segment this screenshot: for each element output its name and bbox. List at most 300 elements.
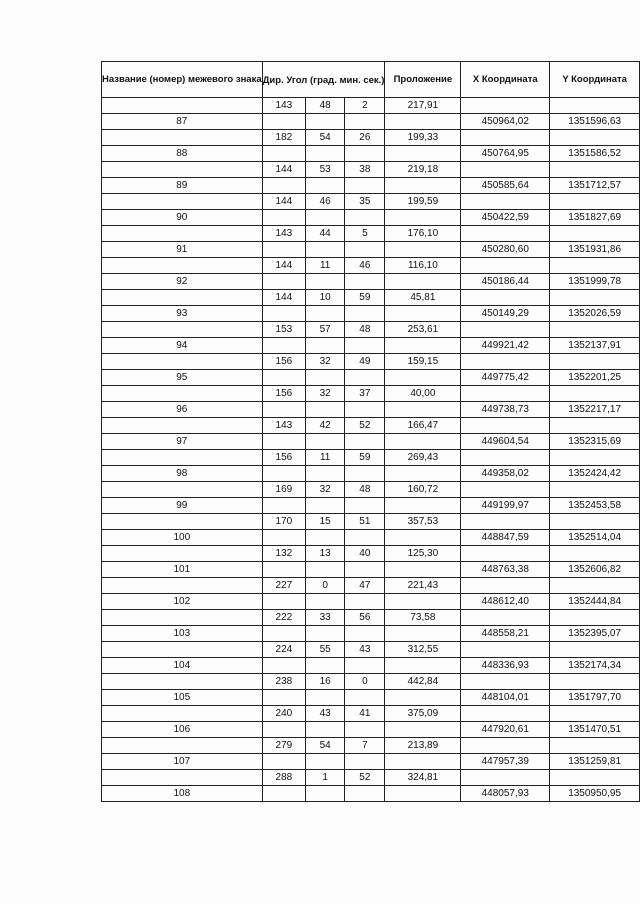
point-x-coordinate: 448336,93 bbox=[461, 658, 550, 674]
segment-mark-cell bbox=[102, 770, 263, 786]
point-angle-cell bbox=[345, 498, 385, 514]
header-length: Проложение bbox=[385, 62, 461, 98]
segment-row bbox=[102, 194, 640, 210]
segment-length: 199,59 bbox=[385, 194, 461, 210]
point-y-coordinate: 1351999,78 bbox=[550, 274, 640, 290]
point-angle-cell bbox=[306, 658, 345, 674]
angle-seconds: 48 bbox=[345, 482, 385, 498]
point-x-coordinate: 447957,39 bbox=[461, 754, 550, 770]
segment-x-cell bbox=[461, 130, 550, 146]
point-angle-cell bbox=[345, 210, 385, 226]
segment-row bbox=[102, 162, 640, 178]
angle-minutes: 54 bbox=[306, 738, 345, 754]
point-mark-name: 94 bbox=[102, 338, 263, 354]
point-angle-cell bbox=[345, 114, 385, 130]
segment-row bbox=[102, 322, 640, 338]
segment-mark-cell bbox=[102, 578, 263, 594]
segment-mark-cell bbox=[102, 546, 263, 562]
segment-y-cell bbox=[550, 194, 640, 210]
table-header-row bbox=[102, 62, 640, 98]
angle-minutes: 44 bbox=[306, 226, 345, 242]
point-y-coordinate: 1352137,91 bbox=[550, 338, 640, 354]
point-y-coordinate: 1352201,25 bbox=[550, 370, 640, 386]
point-x-coordinate: 448612,40 bbox=[461, 594, 550, 610]
point-angle-cell bbox=[345, 786, 385, 802]
point-angle-cell bbox=[262, 434, 305, 450]
segment-x-cell bbox=[461, 194, 550, 210]
point-mark-name: 105 bbox=[102, 690, 263, 706]
point-x-coordinate: 449738,73 bbox=[461, 402, 550, 418]
angle-degrees: 156 bbox=[262, 386, 305, 402]
segment-length: 217,91 bbox=[385, 98, 461, 114]
segment-y-cell bbox=[550, 258, 640, 274]
point-length-cell bbox=[385, 594, 461, 610]
point-row bbox=[102, 498, 640, 514]
segment-mark-cell bbox=[102, 322, 263, 338]
segment-mark-cell bbox=[102, 194, 263, 210]
point-x-coordinate: 450186,44 bbox=[461, 274, 550, 290]
angle-degrees: 224 bbox=[262, 642, 305, 658]
segment-length: 269,43 bbox=[385, 450, 461, 466]
segment-x-cell bbox=[461, 98, 550, 114]
point-y-coordinate: 1351470,51 bbox=[550, 722, 640, 738]
point-row bbox=[102, 402, 640, 418]
point-y-coordinate: 1351259,81 bbox=[550, 754, 640, 770]
point-length-cell bbox=[385, 306, 461, 322]
segment-x-cell bbox=[461, 290, 550, 306]
angle-minutes: 57 bbox=[306, 322, 345, 338]
point-x-coordinate: 450280,60 bbox=[461, 242, 550, 258]
point-mark-name: 103 bbox=[102, 626, 263, 642]
point-mark-name: 93 bbox=[102, 306, 263, 322]
segment-length: 160,72 bbox=[385, 482, 461, 498]
point-y-coordinate: 1352174,34 bbox=[550, 658, 640, 674]
point-mark-name: 98 bbox=[102, 466, 263, 482]
segment-row bbox=[102, 674, 640, 690]
point-row bbox=[102, 210, 640, 226]
point-x-coordinate: 449921,42 bbox=[461, 338, 550, 354]
angle-seconds: 43 bbox=[345, 642, 385, 658]
segment-row bbox=[102, 258, 640, 274]
point-angle-cell bbox=[306, 114, 345, 130]
segment-row bbox=[102, 514, 640, 530]
point-row bbox=[102, 434, 640, 450]
point-angle-cell bbox=[262, 466, 305, 482]
segment-length: 253,61 bbox=[385, 322, 461, 338]
point-row bbox=[102, 306, 640, 322]
segment-mark-cell bbox=[102, 706, 263, 722]
segment-y-cell bbox=[550, 546, 640, 562]
point-angle-cell bbox=[306, 146, 345, 162]
angle-seconds: 46 bbox=[345, 258, 385, 274]
point-length-cell bbox=[385, 178, 461, 194]
segment-y-cell bbox=[550, 738, 640, 754]
point-x-coordinate: 450422,59 bbox=[461, 210, 550, 226]
point-angle-cell bbox=[345, 370, 385, 386]
point-y-coordinate: 1352026,59 bbox=[550, 306, 640, 322]
point-length-cell bbox=[385, 754, 461, 770]
point-x-coordinate: 448847,59 bbox=[461, 530, 550, 546]
point-mark-name: 88 bbox=[102, 146, 263, 162]
segment-mark-cell bbox=[102, 258, 263, 274]
angle-seconds: 2 bbox=[345, 98, 385, 114]
angle-degrees: 240 bbox=[262, 706, 305, 722]
point-x-coordinate: 447920,61 bbox=[461, 722, 550, 738]
segment-row bbox=[102, 226, 640, 242]
point-y-coordinate: 1352315,69 bbox=[550, 434, 640, 450]
point-angle-cell bbox=[345, 562, 385, 578]
point-row bbox=[102, 786, 640, 802]
segment-length: 40,00 bbox=[385, 386, 461, 402]
point-length-cell bbox=[385, 242, 461, 258]
angle-minutes: 32 bbox=[306, 354, 345, 370]
point-row bbox=[102, 754, 640, 770]
point-angle-cell bbox=[345, 626, 385, 642]
angle-minutes: 46 bbox=[306, 194, 345, 210]
point-angle-cell bbox=[262, 722, 305, 738]
point-row bbox=[102, 594, 640, 610]
segment-y-cell bbox=[550, 290, 640, 306]
segment-mark-cell bbox=[102, 98, 263, 114]
point-angle-cell bbox=[262, 306, 305, 322]
segment-x-cell bbox=[461, 354, 550, 370]
point-row bbox=[102, 274, 640, 290]
angle-minutes: 48 bbox=[306, 98, 345, 114]
segment-length: 73,58 bbox=[385, 610, 461, 626]
segment-mark-cell bbox=[102, 514, 263, 530]
segment-x-cell bbox=[461, 578, 550, 594]
point-mark-name: 99 bbox=[102, 498, 263, 514]
point-x-coordinate: 448104,01 bbox=[461, 690, 550, 706]
point-mark-name: 96 bbox=[102, 402, 263, 418]
point-angle-cell bbox=[345, 530, 385, 546]
segment-x-cell bbox=[461, 322, 550, 338]
point-row bbox=[102, 370, 640, 386]
angle-seconds: 7 bbox=[345, 738, 385, 754]
point-y-coordinate: 1352453,58 bbox=[550, 498, 640, 514]
segment-length: 116,10 bbox=[385, 258, 461, 274]
angle-minutes: 10 bbox=[306, 290, 345, 306]
segment-row bbox=[102, 578, 640, 594]
angle-seconds: 49 bbox=[345, 354, 385, 370]
segment-x-cell bbox=[461, 450, 550, 466]
segment-mark-cell bbox=[102, 642, 263, 658]
segment-x-cell bbox=[461, 738, 550, 754]
point-y-coordinate: 1351827,69 bbox=[550, 210, 640, 226]
point-length-cell bbox=[385, 498, 461, 514]
point-angle-cell bbox=[345, 274, 385, 290]
point-angle-cell bbox=[262, 402, 305, 418]
point-angle-cell bbox=[345, 242, 385, 258]
point-row bbox=[102, 146, 640, 162]
segment-length: 221,43 bbox=[385, 578, 461, 594]
point-angle-cell bbox=[306, 498, 345, 514]
point-mark-name: 102 bbox=[102, 594, 263, 610]
segment-mark-cell bbox=[102, 610, 263, 626]
segment-row bbox=[102, 482, 640, 498]
point-row bbox=[102, 722, 640, 738]
point-row bbox=[102, 626, 640, 642]
segment-x-cell bbox=[461, 482, 550, 498]
point-angle-cell bbox=[262, 754, 305, 770]
point-angle-cell bbox=[262, 530, 305, 546]
segment-y-cell bbox=[550, 642, 640, 658]
point-length-cell bbox=[385, 338, 461, 354]
segment-mark-cell bbox=[102, 354, 263, 370]
segment-y-cell bbox=[550, 450, 640, 466]
segment-mark-cell bbox=[102, 482, 263, 498]
point-row bbox=[102, 562, 640, 578]
angle-minutes: 13 bbox=[306, 546, 345, 562]
point-length-cell bbox=[385, 402, 461, 418]
angle-degrees: 182 bbox=[262, 130, 305, 146]
point-x-coordinate: 449199,97 bbox=[461, 498, 550, 514]
angle-degrees: 143 bbox=[262, 98, 305, 114]
point-angle-cell bbox=[345, 338, 385, 354]
segment-x-cell bbox=[461, 162, 550, 178]
segment-row bbox=[102, 610, 640, 626]
segment-length: 166,47 bbox=[385, 418, 461, 434]
angle-minutes: 55 bbox=[306, 642, 345, 658]
segment-x-cell bbox=[461, 226, 550, 242]
angle-degrees: 227 bbox=[262, 578, 305, 594]
angle-minutes: 15 bbox=[306, 514, 345, 530]
angle-degrees: 144 bbox=[262, 194, 305, 210]
point-y-coordinate: 1351931,86 bbox=[550, 242, 640, 258]
segment-mark-cell bbox=[102, 450, 263, 466]
angle-minutes: 0 bbox=[306, 578, 345, 594]
segment-mark-cell bbox=[102, 674, 263, 690]
point-mark-name: 91 bbox=[102, 242, 263, 258]
point-angle-cell bbox=[306, 402, 345, 418]
angle-seconds: 0 bbox=[345, 674, 385, 690]
angle-seconds: 47 bbox=[345, 578, 385, 594]
point-angle-cell bbox=[306, 786, 345, 802]
segment-y-cell bbox=[550, 386, 640, 402]
segment-row bbox=[102, 290, 640, 306]
angle-minutes: 16 bbox=[306, 674, 345, 690]
point-angle-cell bbox=[262, 274, 305, 290]
point-angle-cell bbox=[306, 338, 345, 354]
segment-row bbox=[102, 386, 640, 402]
angle-degrees: 156 bbox=[262, 450, 305, 466]
point-angle-cell bbox=[306, 466, 345, 482]
point-x-coordinate: 450964,02 bbox=[461, 114, 550, 130]
point-x-coordinate: 449358,02 bbox=[461, 466, 550, 482]
point-angle-cell bbox=[345, 306, 385, 322]
point-mark-name: 104 bbox=[102, 658, 263, 674]
segment-y-cell bbox=[550, 98, 640, 114]
segment-length: 199,33 bbox=[385, 130, 461, 146]
segment-x-cell bbox=[461, 674, 550, 690]
angle-seconds: 59 bbox=[345, 450, 385, 466]
segment-length: 442,84 bbox=[385, 674, 461, 690]
segment-mark-cell bbox=[102, 290, 263, 306]
point-mark-name: 107 bbox=[102, 754, 263, 770]
point-angle-cell bbox=[345, 434, 385, 450]
point-mark-name: 92 bbox=[102, 274, 263, 290]
point-angle-cell bbox=[306, 242, 345, 258]
point-length-cell bbox=[385, 274, 461, 290]
point-length-cell bbox=[385, 626, 461, 642]
segment-row bbox=[102, 706, 640, 722]
segment-row bbox=[102, 738, 640, 754]
segment-row bbox=[102, 642, 640, 658]
point-angle-cell bbox=[306, 626, 345, 642]
point-length-cell bbox=[385, 370, 461, 386]
segment-row bbox=[102, 450, 640, 466]
point-angle-cell bbox=[306, 722, 345, 738]
point-x-coordinate: 448558,21 bbox=[461, 626, 550, 642]
angle-seconds: 56 bbox=[345, 610, 385, 626]
point-angle-cell bbox=[345, 402, 385, 418]
angle-minutes: 11 bbox=[306, 258, 345, 274]
point-mark-name: 90 bbox=[102, 210, 263, 226]
point-angle-cell bbox=[345, 466, 385, 482]
angle-seconds: 48 bbox=[345, 322, 385, 338]
point-x-coordinate: 449775,42 bbox=[461, 370, 550, 386]
segment-y-cell bbox=[550, 130, 640, 146]
segment-mark-cell bbox=[102, 162, 263, 178]
segment-x-cell bbox=[461, 258, 550, 274]
point-angle-cell bbox=[262, 178, 305, 194]
segment-x-cell bbox=[461, 514, 550, 530]
angle-degrees: 144 bbox=[262, 162, 305, 178]
point-angle-cell bbox=[262, 114, 305, 130]
point-angle-cell bbox=[345, 658, 385, 674]
point-row bbox=[102, 690, 640, 706]
angle-seconds: 38 bbox=[345, 162, 385, 178]
angle-minutes: 11 bbox=[306, 450, 345, 466]
angle-minutes: 33 bbox=[306, 610, 345, 626]
segment-x-cell bbox=[461, 546, 550, 562]
point-angle-cell bbox=[262, 562, 305, 578]
angle-minutes: 54 bbox=[306, 130, 345, 146]
angle-minutes: 32 bbox=[306, 386, 345, 402]
point-y-coordinate: 1352217,17 bbox=[550, 402, 640, 418]
point-row bbox=[102, 658, 640, 674]
point-angle-cell bbox=[306, 530, 345, 546]
point-angle-cell bbox=[306, 210, 345, 226]
segment-y-cell bbox=[550, 578, 640, 594]
angle-degrees: 169 bbox=[262, 482, 305, 498]
point-angle-cell bbox=[262, 370, 305, 386]
angle-seconds: 5 bbox=[345, 226, 385, 242]
segment-x-cell bbox=[461, 610, 550, 626]
point-angle-cell bbox=[306, 754, 345, 770]
point-angle-cell bbox=[306, 690, 345, 706]
point-length-cell bbox=[385, 530, 461, 546]
angle-degrees: 144 bbox=[262, 258, 305, 274]
point-angle-cell bbox=[262, 242, 305, 258]
angle-seconds: 41 bbox=[345, 706, 385, 722]
point-angle-cell bbox=[306, 274, 345, 290]
angle-seconds: 52 bbox=[345, 770, 385, 786]
segment-length: 357,53 bbox=[385, 514, 461, 530]
segment-y-cell bbox=[550, 674, 640, 690]
segment-y-cell bbox=[550, 706, 640, 722]
point-y-coordinate: 1352444,84 bbox=[550, 594, 640, 610]
point-length-cell bbox=[385, 690, 461, 706]
point-angle-cell bbox=[262, 210, 305, 226]
point-angle-cell bbox=[345, 722, 385, 738]
point-angle-cell bbox=[262, 338, 305, 354]
point-row bbox=[102, 530, 640, 546]
segment-row bbox=[102, 354, 640, 370]
segment-x-cell bbox=[461, 770, 550, 786]
point-x-coordinate: 448763,38 bbox=[461, 562, 550, 578]
point-angle-cell bbox=[262, 594, 305, 610]
angle-degrees: 132 bbox=[262, 546, 305, 562]
point-row bbox=[102, 466, 640, 482]
point-mark-name: 100 bbox=[102, 530, 263, 546]
segment-y-cell bbox=[550, 610, 640, 626]
point-angle-cell bbox=[262, 146, 305, 162]
point-mark-name: 89 bbox=[102, 178, 263, 194]
angle-degrees: 222 bbox=[262, 610, 305, 626]
point-x-coordinate: 450149,29 bbox=[461, 306, 550, 322]
segment-y-cell bbox=[550, 770, 640, 786]
angle-minutes: 53 bbox=[306, 162, 345, 178]
segment-mark-cell bbox=[102, 226, 263, 242]
point-x-coordinate: 450585,64 bbox=[461, 178, 550, 194]
point-mark-name: 101 bbox=[102, 562, 263, 578]
point-length-cell bbox=[385, 434, 461, 450]
segment-row bbox=[102, 130, 640, 146]
point-angle-cell bbox=[345, 690, 385, 706]
point-y-coordinate: 1350950,95 bbox=[550, 786, 640, 802]
segment-length: 219,18 bbox=[385, 162, 461, 178]
segment-x-cell bbox=[461, 418, 550, 434]
segment-mark-cell bbox=[102, 386, 263, 402]
point-length-cell bbox=[385, 210, 461, 226]
point-y-coordinate: 1351596,63 bbox=[550, 114, 640, 130]
point-length-cell bbox=[385, 466, 461, 482]
point-angle-cell bbox=[306, 562, 345, 578]
point-angle-cell bbox=[262, 786, 305, 802]
angle-minutes: 43 bbox=[306, 706, 345, 722]
angle-seconds: 59 bbox=[345, 290, 385, 306]
boundary-coordinates-table bbox=[101, 61, 640, 802]
point-angle-cell bbox=[345, 754, 385, 770]
point-y-coordinate: 1352514,04 bbox=[550, 530, 640, 546]
point-angle-cell bbox=[262, 498, 305, 514]
point-angle-cell bbox=[262, 658, 305, 674]
point-angle-cell bbox=[306, 434, 345, 450]
segment-length: 176,10 bbox=[385, 226, 461, 242]
angle-degrees: 170 bbox=[262, 514, 305, 530]
segment-row bbox=[102, 418, 640, 434]
point-y-coordinate: 1351586,52 bbox=[550, 146, 640, 162]
point-mark-name: 95 bbox=[102, 370, 263, 386]
segment-y-cell bbox=[550, 514, 640, 530]
segment-x-cell bbox=[461, 706, 550, 722]
point-mark-name: 106 bbox=[102, 722, 263, 738]
segment-y-cell bbox=[550, 162, 640, 178]
point-length-cell bbox=[385, 562, 461, 578]
point-row bbox=[102, 178, 640, 194]
point-y-coordinate: 1352424,42 bbox=[550, 466, 640, 482]
point-mark-name: 108 bbox=[102, 786, 263, 802]
point-angle-cell bbox=[345, 146, 385, 162]
point-x-coordinate: 449604,54 bbox=[461, 434, 550, 450]
point-row bbox=[102, 338, 640, 354]
point-length-cell bbox=[385, 658, 461, 674]
point-x-coordinate: 450764,95 bbox=[461, 146, 550, 162]
angle-degrees: 238 bbox=[262, 674, 305, 690]
segment-length: 312,55 bbox=[385, 642, 461, 658]
angle-minutes: 32 bbox=[306, 482, 345, 498]
